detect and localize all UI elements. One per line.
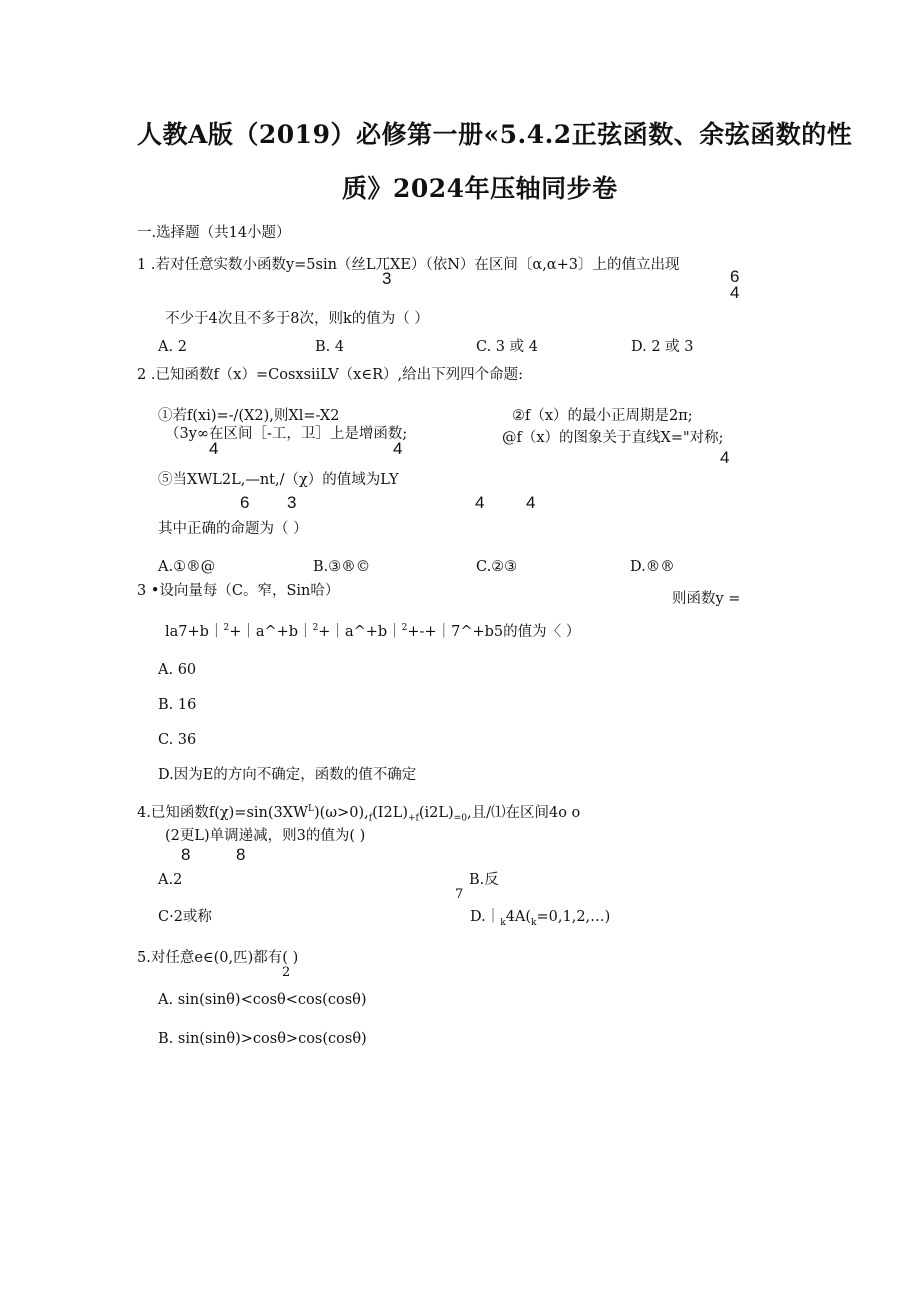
question-3-expression-part-b: +｜a^+b｜ — [229, 623, 313, 640]
question-4-stem-part-d: (i2L) — [418, 804, 454, 821]
question-1-continuation: 不少于4次且不多于8次，则k的值为（ ） — [165, 311, 429, 327]
question-4-stem-sub-1: f — [368, 813, 373, 824]
question-1-option-d: D. 2 或 3 — [631, 339, 694, 355]
question-2-ask: 其中正确的命题为（ ） — [158, 521, 308, 537]
question-1-option-b: B. 4 — [315, 339, 345, 355]
question-2-proposition-3-sub-a: 4 — [209, 439, 219, 458]
question-2-proposition-5-sub-2: 3 — [287, 493, 297, 512]
question-3-option-d: D.因为E的方向不确定，函数的值不确定 — [158, 767, 417, 783]
question-4-subscript-8a: 8 — [181, 845, 191, 864]
question-1-stem: 1 .若对任意实数小函数y=5sin（丝L兀XE）（依N）在区间〔α,α+3〕上的值立出现 — [137, 257, 680, 273]
question-4-option-a: A.2 — [158, 872, 183, 888]
question-4-option-d-sub-2: k — [531, 917, 537, 928]
question-4-option-c: C·2或称 — [158, 909, 212, 925]
page-title-line-2: 质》2024年压轴同步卷 — [342, 174, 618, 203]
question-2-proposition-5-sub-1: 6 — [240, 493, 250, 512]
question-5-option-a: A. sin(sinθ)<cosθ<cos(cosθ) — [158, 992, 367, 1008]
question-1-subscript-3: 3 — [382, 269, 392, 288]
question-2-proposition-4-sub: 4 — [720, 448, 730, 467]
question-1-option-a: A. 2 — [158, 339, 187, 355]
question-4-subscript-8b: 8 — [236, 845, 246, 864]
question-2-option-d: D.®® — [630, 559, 675, 575]
question-1-numerator-6: 6 — [730, 267, 740, 286]
question-2-option-c: C.②③ — [476, 559, 518, 575]
question-3-expression-part-c: +｜a^+b｜ — [318, 623, 402, 640]
question-3-right-text: 则函数y = — [672, 591, 741, 607]
question-4-stem-part-c: (I2L) — [372, 804, 408, 821]
question-4-option-d-part-a: D.｜ — [470, 909, 501, 925]
question-3-option-b: B. 16 — [158, 697, 197, 713]
question-4-stem-part-e: ,且/⑴在区间4o o — [466, 804, 581, 821]
question-5-option-b: B. sin(sinθ)>cosθ>cos(cosθ) — [158, 1031, 367, 1047]
question-4-option-d-sub-1: k — [500, 917, 506, 928]
question-2-proposition-5-sub-3: 4 — [475, 493, 485, 512]
question-5-stem: 5.对任意e∈(0,匹)都有( ) — [137, 950, 299, 966]
page-title-line-1: 人教A版（2019）必修第一册«5.4.2正弦函数、余弦函数的性 — [137, 120, 853, 149]
question-4-stem-sub-2: +f — [408, 813, 419, 824]
question-3-expression-sup-2: 2 — [312, 623, 319, 633]
question-3-expression-part-d: +-+｜7^+b5的值为〈 ） — [407, 623, 581, 640]
question-5-subscript-2: 2 — [282, 965, 291, 980]
question-2-proposition-5: ⑤当XWL2L,—nt,/（χ）的值域为LY — [158, 472, 399, 488]
question-2-proposition-3: （3y∞在区间［-工，卫］上是增函数; — [165, 426, 408, 442]
question-3-option-c: C. 36 — [158, 732, 197, 748]
question-1-option-c: C. 3 或 4 — [476, 339, 538, 355]
question-4-stem-part-b: )(ω>0), — [313, 804, 369, 821]
question-4-option-b: B.反 — [469, 872, 499, 888]
question-1-denominator-4: 4 — [730, 283, 740, 302]
question-2-option-a: A.①®@ — [158, 559, 216, 575]
question-4-line-2: (2更L)单调递减，则3的值为( ) — [165, 828, 366, 844]
question-4-stem-part-a: 4.已知函数f(χ)=sin(3XW — [137, 804, 308, 821]
question-4-stem — [137, 805, 580, 824]
question-2-proposition-1: ①若f(xi)=-/(X2),则Xl=-X2 — [158, 408, 340, 424]
question-4-option-b-sub: 7 — [455, 887, 464, 902]
section-header: 一.选择题（共14小题） — [137, 225, 291, 241]
question-2-proposition-2: ②f（x）的最小正周期是2π; — [512, 408, 693, 424]
question-2-proposition-5-sub-4: 4 — [526, 493, 536, 512]
question-4-stem-sub-3: =0 — [453, 813, 467, 824]
question-3-expression-part-a: la7+b｜ — [165, 623, 224, 640]
question-2-stem: 2 .已知函数f（x）=CosxsiiLV（x∈R）,给出下列四个命题: — [137, 367, 523, 383]
question-3-expression-sup-1: 2 — [223, 623, 230, 633]
question-3-expression-sup-3: 2 — [401, 623, 408, 633]
question-4-option-d-part-b: 4A( — [505, 909, 532, 925]
question-3-expression — [165, 624, 580, 639]
question-2-proposition-3-sub-b: 4 — [393, 439, 403, 458]
question-2-proposition-4: @f（x）的图象关于直线X="对称; — [502, 430, 724, 446]
question-4-stem-sup: L — [307, 804, 314, 814]
question-4-option-d — [470, 910, 610, 928]
question-4-option-d-part-c: =0,1,2,…) — [536, 909, 611, 925]
question-3-option-a: A. 60 — [158, 662, 197, 678]
question-2-option-b: B.③®© — [313, 559, 371, 575]
question-3-stem: 3 •设向量每（C。窄，Sin哈） — [137, 583, 340, 599]
